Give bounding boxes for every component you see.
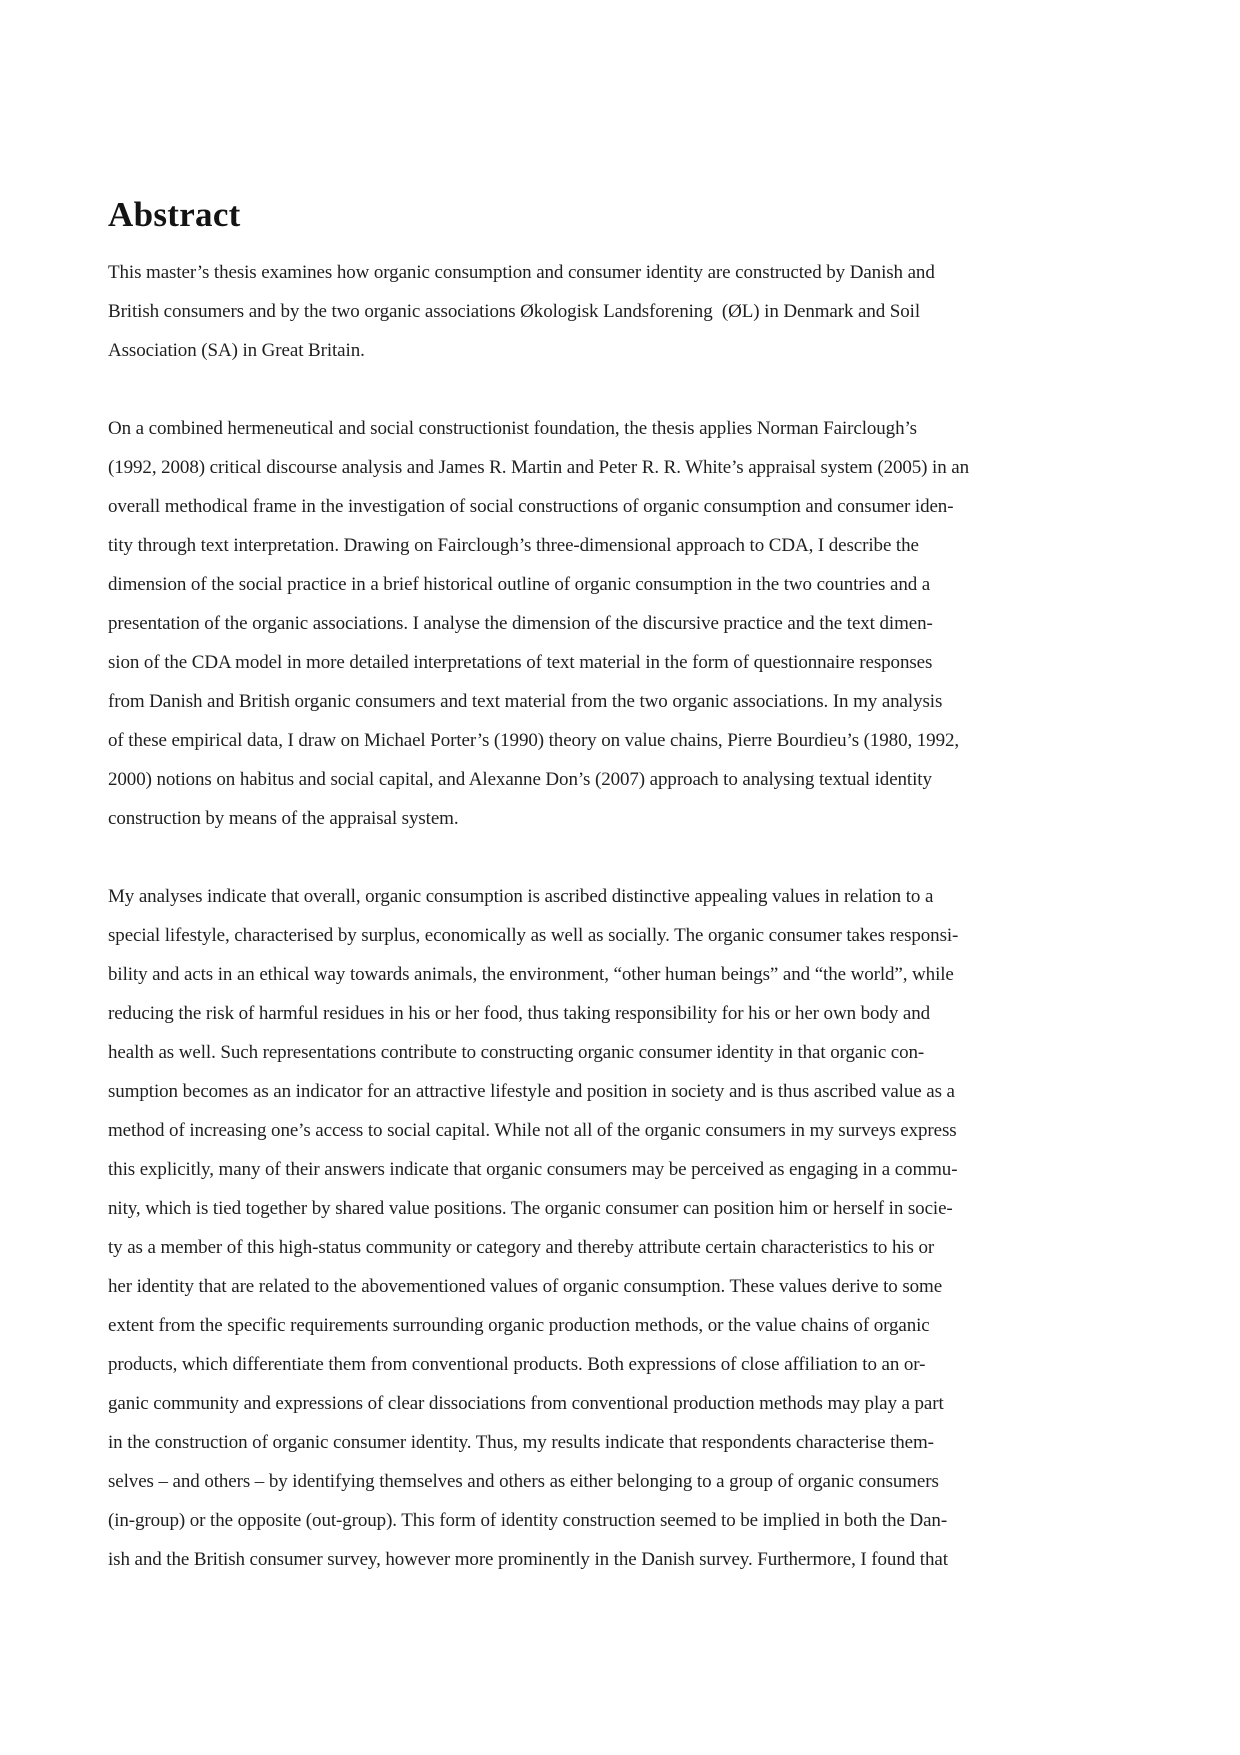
- text-line: ish and the British consumer survey, however more prominently in the Danish survey. Furthermore, I found that: [108, 1549, 948, 1570]
- text-line: this explicitly, many of their answers indicate that organic consumers may be perceived as engaging in a commu-: [108, 1159, 958, 1180]
- text-line: On a combined hermeneutical and social constructionist foundation, the thesis applies Norman Fairclough’s: [108, 418, 917, 439]
- text-line: presentation of the organic associations. I analyse the dimension of the discursive practice and the text dimen-: [108, 613, 933, 634]
- paragraph: [108, 409, 1138, 838]
- text-line: bility and acts in an ethical way towards animals, the environment, “other human beings” and “the world”, while: [108, 964, 954, 985]
- text-line: reducing the risk of harmful residues in his or her food, thus taking responsibility for his or her own body and: [108, 1003, 931, 1024]
- text-line: Association (SA) in Great Britain.: [108, 340, 365, 361]
- text-line: dimension of the social practice in a brief historical outline of organic consumption in the two countries and a: [108, 574, 931, 595]
- text-line: My analyses indicate that overall, organic consumption is ascribed distinctive appealing values in relation to a: [108, 886, 934, 907]
- text-line: tity through text interpretation. Drawing on Fairclough’s three-dimensional approach to CDA, I describe the: [108, 535, 919, 556]
- text-line: 2000) notions on habitus and social capital, and Alexanne Don’s (2007) approach to analysing textual identity: [108, 769, 932, 790]
- text-line: sion of the CDA model in more detailed interpretations of text material in the form of questionnaire responses: [108, 652, 933, 673]
- text-line: overall methodical frame in the investigation of social constructions of organic consumption and consumer iden-: [108, 496, 954, 517]
- text-line: of these empirical data, I draw on Michael Porter’s (1990) theory on value chains, Pierre Bourdieu’s (1980, 1992,: [108, 730, 960, 751]
- text-line: (in-group) or the opposite (out-group). This form of identity construction seemed to be implied in both the Dan-: [108, 1510, 948, 1531]
- text-line: (1992, 2008) critical discourse analysis and James R. Martin and Peter R. R. White’s appraisal system (2005) in an: [108, 457, 970, 478]
- text-line: ty as a member of this high-status community or category and thereby attribute certain characteristics to his or: [108, 1237, 935, 1258]
- text-line: selves – and others – by identifying themselves and others as either belonging to a group of organic consumers: [108, 1471, 939, 1492]
- text-line: from Danish and British organic consumers and text material from the two organic associations. In my analysis: [108, 691, 943, 712]
- text-line: extent from the specific requirements surrounding organic production methods, or the value chains of organic: [108, 1315, 930, 1336]
- text-line: products, which differentiate them from conventional products. Both expressions of close affiliation to an or-: [108, 1354, 926, 1375]
- text-line: special lifestyle, characterised by surplus, economically as well as socially. The organic consumer takes responsi-: [108, 925, 959, 946]
- abstract-heading: Abstract: [108, 195, 241, 234]
- text-line: health as well. Such representations contribute to constructing organic consumer identity in that organic con-: [108, 1042, 925, 1063]
- text-line: This master’s thesis examines how organic consumption and consumer identity are constructed by Danish and: [108, 262, 935, 283]
- text-line: British consumers and by the two organic associations Økologisk Landsforening (ØL) in Denmark and Soil: [108, 301, 921, 322]
- paragraph: [108, 253, 1138, 370]
- text-line: ganic community and expressions of clear dissociations from conventional production methods may play a part: [108, 1393, 944, 1414]
- paragraph: [108, 877, 1138, 1579]
- text-line: sumption becomes as an indicator for an attractive lifestyle and position in society and is thus ascribed value as a: [108, 1081, 955, 1102]
- text-line: construction by means of the appraisal system.: [108, 808, 459, 829]
- abstract-body: [108, 253, 1138, 1579]
- text-line: method of increasing one’s access to social capital. While not all of the organic consumers in my surveys express: [108, 1120, 957, 1141]
- text-line: in the construction of organic consumer identity. Thus, my results indicate that respondents characterise them-: [108, 1432, 934, 1453]
- text-line: her identity that are related to the abovementioned values of organic consumption. These values derive to some: [108, 1276, 943, 1297]
- text-line: nity, which is tied together by shared value positions. The organic consumer can position him or herself in socie-: [108, 1198, 953, 1219]
